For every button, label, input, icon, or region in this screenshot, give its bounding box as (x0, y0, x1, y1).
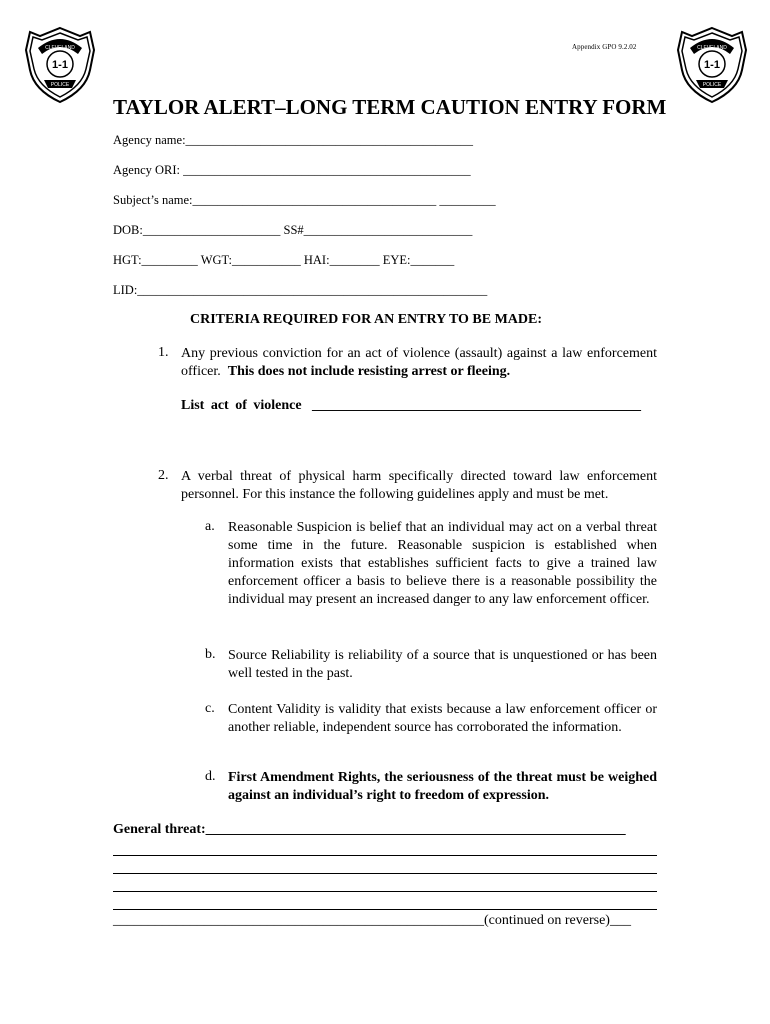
general-threat-line-4[interactable] (113, 909, 657, 910)
badge-number-right: 1-1 (704, 59, 720, 71)
badge-top-text-right: CLEVELAND (697, 45, 727, 51)
form-title: TAYLOR ALERT–LONG TERM CAUTION ENTRY FORM (113, 95, 667, 119)
agency-ori-field[interactable]: Agency ORI: ______________________________________________ (113, 163, 471, 177)
dob-ss-field[interactable]: DOB:______________________ SS#___________________________ (113, 223, 473, 237)
sub-a-text: Reasonable Suspicion is belief that an individual may act on a verbal threat some time in the future. Reasonable suspicion is established when information exists that establishes sufficient facts to give a trained law enforcement officer a basis to believe there is a reasonable possibility the individual may present an increased danger to any law enforcement officer. (228, 520, 657, 607)
lid-field[interactable]: LID:________________________________________________________ (113, 283, 488, 297)
badge-number: 1-1 (52, 59, 68, 71)
general-threat-line-2[interactable] (113, 873, 657, 874)
sub-a-letter: a. (205, 519, 215, 534)
subject-name-field[interactable]: Subject’s name:_______________________________________ _________ (113, 193, 496, 207)
sub-b-letter: b. (205, 647, 216, 662)
police-badge-right-icon (676, 26, 748, 104)
hgt-wgt-hai-eye-field[interactable]: HGT:_________ WGT:___________ HAI:________ EYE:_______ (113, 253, 455, 267)
item-2-text: A verbal threat of physical harm specifically directed toward law enforcement personnel. For this instance the following guidelines apply and must be met. (181, 469, 657, 502)
appendix-label: Appendix GPO 9.2.02 (572, 43, 637, 51)
badge-top-text: CLEVELAND (45, 45, 75, 51)
item-1-text (181, 345, 657, 381)
continued-on-reverse: _____________________________________________________(continued on reverse)___ (113, 913, 631, 928)
sub-d-letter: d. (205, 769, 216, 784)
item-1-bold-note: This does not include resisting arrest or fleeing. (227, 364, 511, 379)
sub-c-letter: c. (205, 701, 215, 716)
sub-d-text: First Amendment Rights, the seriousness of the threat must be weighed against an individual’s right to freedom of expression. (228, 770, 657, 803)
criteria-heading: CRITERIA REQUIRED FOR AN ENTRY TO BE MADE: (190, 312, 543, 327)
general-threat-field[interactable]: General threat:____________________________________________________________ (113, 822, 626, 837)
list-act-of-violence-label: List act of violence (181, 398, 302, 413)
sub-b-text: Source Reliability is reliability of a source that is unquestioned or has been well tested in the past. (228, 648, 657, 681)
agency-name-field[interactable]: Agency name:______________________________________________ (113, 133, 474, 147)
badge-bottom-text-right: POLICE (702, 82, 722, 88)
sub-c-text: Content Validity is validity that exists because a law enforcement officer or another reliable, independent source has corroborated the information. (228, 702, 657, 735)
badge-bottom-text: POLICE (50, 82, 70, 88)
general-threat-line-1[interactable] (113, 855, 657, 856)
police-badge-left-icon (24, 26, 96, 104)
item-1-number: 1. (158, 345, 169, 360)
list-act-of-violence-input[interactable]: _______________________________________________ (312, 398, 641, 413)
general-threat-line-3[interactable] (113, 891, 657, 892)
item-1-body: Any previous conviction for an act of violence (assault) against a law enforcement officer. (181, 346, 657, 379)
item-2-number: 2. (158, 468, 169, 483)
